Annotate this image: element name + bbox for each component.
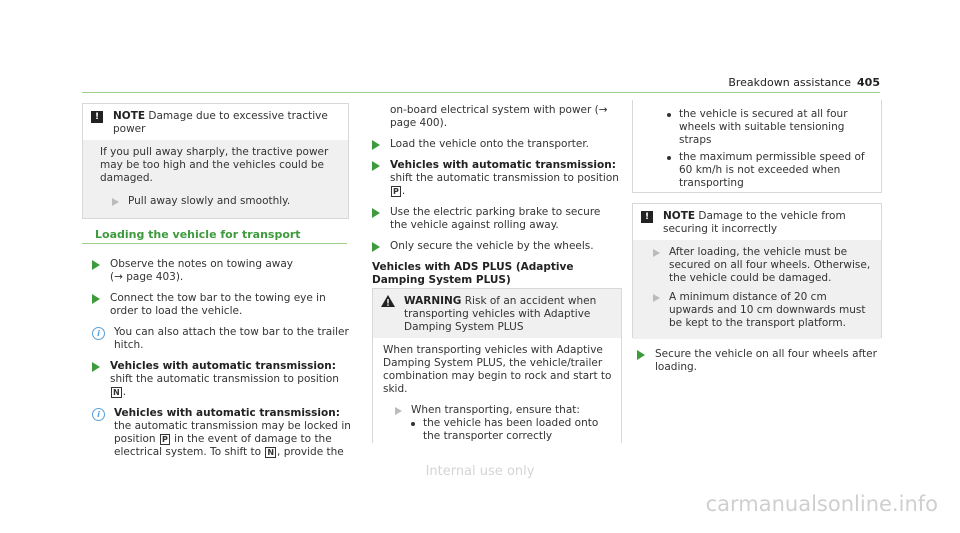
info-trailer-hitch [92, 326, 352, 352]
section-loading [95, 228, 345, 241]
step-load [372, 138, 620, 151]
step-text: Secure the vehicle on all four wheels after loading. [655, 348, 877, 373]
info-text: You can also attach the tow bar to the trailer hitch. [114, 326, 349, 351]
step-text: Observe the notes on towing away [110, 258, 294, 270]
header-rule [82, 92, 880, 93]
watermark: Internal use only [425, 464, 535, 479]
step-text: A minimum distance of 20 cm upwards and 10 cm downwards must be kept to the transport platform. [669, 291, 866, 329]
header-section: Breakdown assistance [728, 76, 852, 89]
step-arrow-icon [395, 407, 402, 415]
note-text: If you pull away sharply, the tractive power may be too high and the vehicles could be damaged. [100, 146, 329, 184]
step-arrow-icon [92, 362, 100, 372]
note-step-1 [653, 246, 873, 285]
info-text: the automatic transmission may be locked in position [114, 420, 351, 445]
info-locked [92, 407, 352, 459]
gear-n-symbol: N [267, 448, 275, 457]
note-body [633, 240, 881, 339]
step-arrow-icon [637, 350, 645, 360]
info-bold: Vehicles with automatic transmission: [114, 407, 340, 419]
step-automatic-n: Vehicles with automatic transmission: shift the automatic transmission to position N . [92, 360, 352, 399]
step-text: shift the automatic transmission to position [110, 373, 339, 385]
step-text: Only secure the vehicle by the wheels. [390, 240, 594, 252]
step-text: Load the vehicle onto the transporter. [390, 138, 590, 150]
note-step-text: Pull away slowly and smoothly. [128, 195, 291, 207]
note-step [112, 195, 338, 208]
step-text: Use the electric parking brake to secure the vehicle against rolling away. [390, 206, 601, 231]
warning-step-text: When transporting, ensure that: [411, 404, 580, 416]
step-observe [92, 258, 352, 284]
step-text: on-board electrical system with power (→ page 400). [390, 104, 608, 129]
loading-steps [92, 258, 352, 467]
step-arrow-icon [372, 140, 380, 150]
bullet-dot [411, 422, 415, 426]
column-2 [372, 104, 620, 297]
note-header [633, 204, 881, 240]
bullet-text: the maximum permissible speed of 60 km/h is not exceeded when transporting [679, 151, 865, 189]
step-bold: Vehicles with automatic transmission: [390, 159, 616, 171]
step-final [637, 348, 877, 374]
section-title: Loading the vehicle for transport [95, 228, 301, 241]
bullet-text: the vehicle has been loaded onto the transporter correctly [423, 417, 599, 442]
step-arrow-icon [653, 249, 660, 257]
step-bold: Vehicles with automatic transmission: [110, 360, 336, 372]
warning-box-continued [632, 100, 882, 193]
step-text: shift the automatic transmission to position [390, 172, 619, 184]
gear-n-symbol: N [113, 388, 120, 397]
warning-label: WARNING [404, 295, 462, 307]
note-box-tractive-power [82, 103, 349, 219]
running-header [728, 76, 880, 89]
info-icon: i [92, 327, 105, 340]
warning-step [395, 404, 613, 443]
step-connect [92, 292, 352, 318]
bullet-dot [667, 156, 671, 160]
note-title: Damage to the vehicle from securing it incorrectly [663, 210, 846, 235]
bullet-secured [667, 108, 873, 147]
info-text-2: in the event of damage to the electrical system. To shift to [114, 433, 332, 458]
step-arrow-icon [92, 294, 100, 304]
step-text: Connect the tow bar to the towing eye in order to load the vehicle. [110, 292, 326, 317]
step-parking-brake [372, 206, 620, 232]
page-number: 405 [857, 76, 880, 89]
note-label: NOTE [113, 110, 146, 122]
info-icon: i [92, 408, 105, 421]
exclamation-icon: ! [91, 111, 103, 123]
note-box-securing [632, 203, 882, 338]
warning-box [372, 288, 622, 443]
page-ref: (→ page 403). [110, 271, 184, 283]
note-header [83, 104, 348, 140]
step-arrow-icon [372, 161, 380, 171]
step-text: After loading, the vehicle must be secured on all four wheels. Otherwise, the vehicle could be damaged. [669, 246, 871, 284]
step-arrow-icon [653, 294, 660, 302]
bullet-speed [667, 151, 873, 190]
warning-triangle-icon [381, 295, 395, 307]
step-automatic-p: Vehicles with automatic transmission: shift the automatic transmission to position P . [372, 159, 620, 198]
final-step-block [637, 348, 877, 382]
step-arrow-icon [372, 208, 380, 218]
site-logo: carmanualsonline.info [705, 492, 938, 516]
bullet-dot [667, 113, 671, 117]
note-body [83, 140, 348, 218]
note-title: Damage due to excessive tractive power [113, 110, 328, 135]
section-rule [82, 243, 347, 244]
note-step-2 [653, 291, 873, 330]
step-arrow-icon [92, 260, 100, 270]
step-arrow-icon [372, 242, 380, 252]
bullet-loaded [411, 417, 613, 443]
warning-body [373, 338, 621, 443]
warning-text: When transporting vehicles with Adaptive Damping System PLUS, the vehicle/trailer combination may begin to rock and start to skid. [383, 344, 612, 395]
warning-title: Risk of an accident when transporting vehicles with Adaptive Damping System PLUS [404, 295, 597, 333]
info-text-3: , provide the [277, 446, 344, 458]
warning-header [373, 289, 621, 338]
gear-p-symbol: P [393, 187, 399, 196]
gear-p-symbol: P [161, 435, 168, 444]
step-arrow-icon [112, 198, 119, 206]
note-label: NOTE [663, 210, 696, 222]
exclamation-icon: ! [641, 211, 653, 223]
ads-subheading: Vehicles with ADS PLUS (Adaptive Damping System PLUS) [372, 261, 574, 286]
bullet-text: the vehicle is secured at all four wheels with suitable tensioning straps [679, 108, 848, 146]
continued-text [390, 104, 620, 130]
step-secure-wheels [372, 240, 620, 253]
